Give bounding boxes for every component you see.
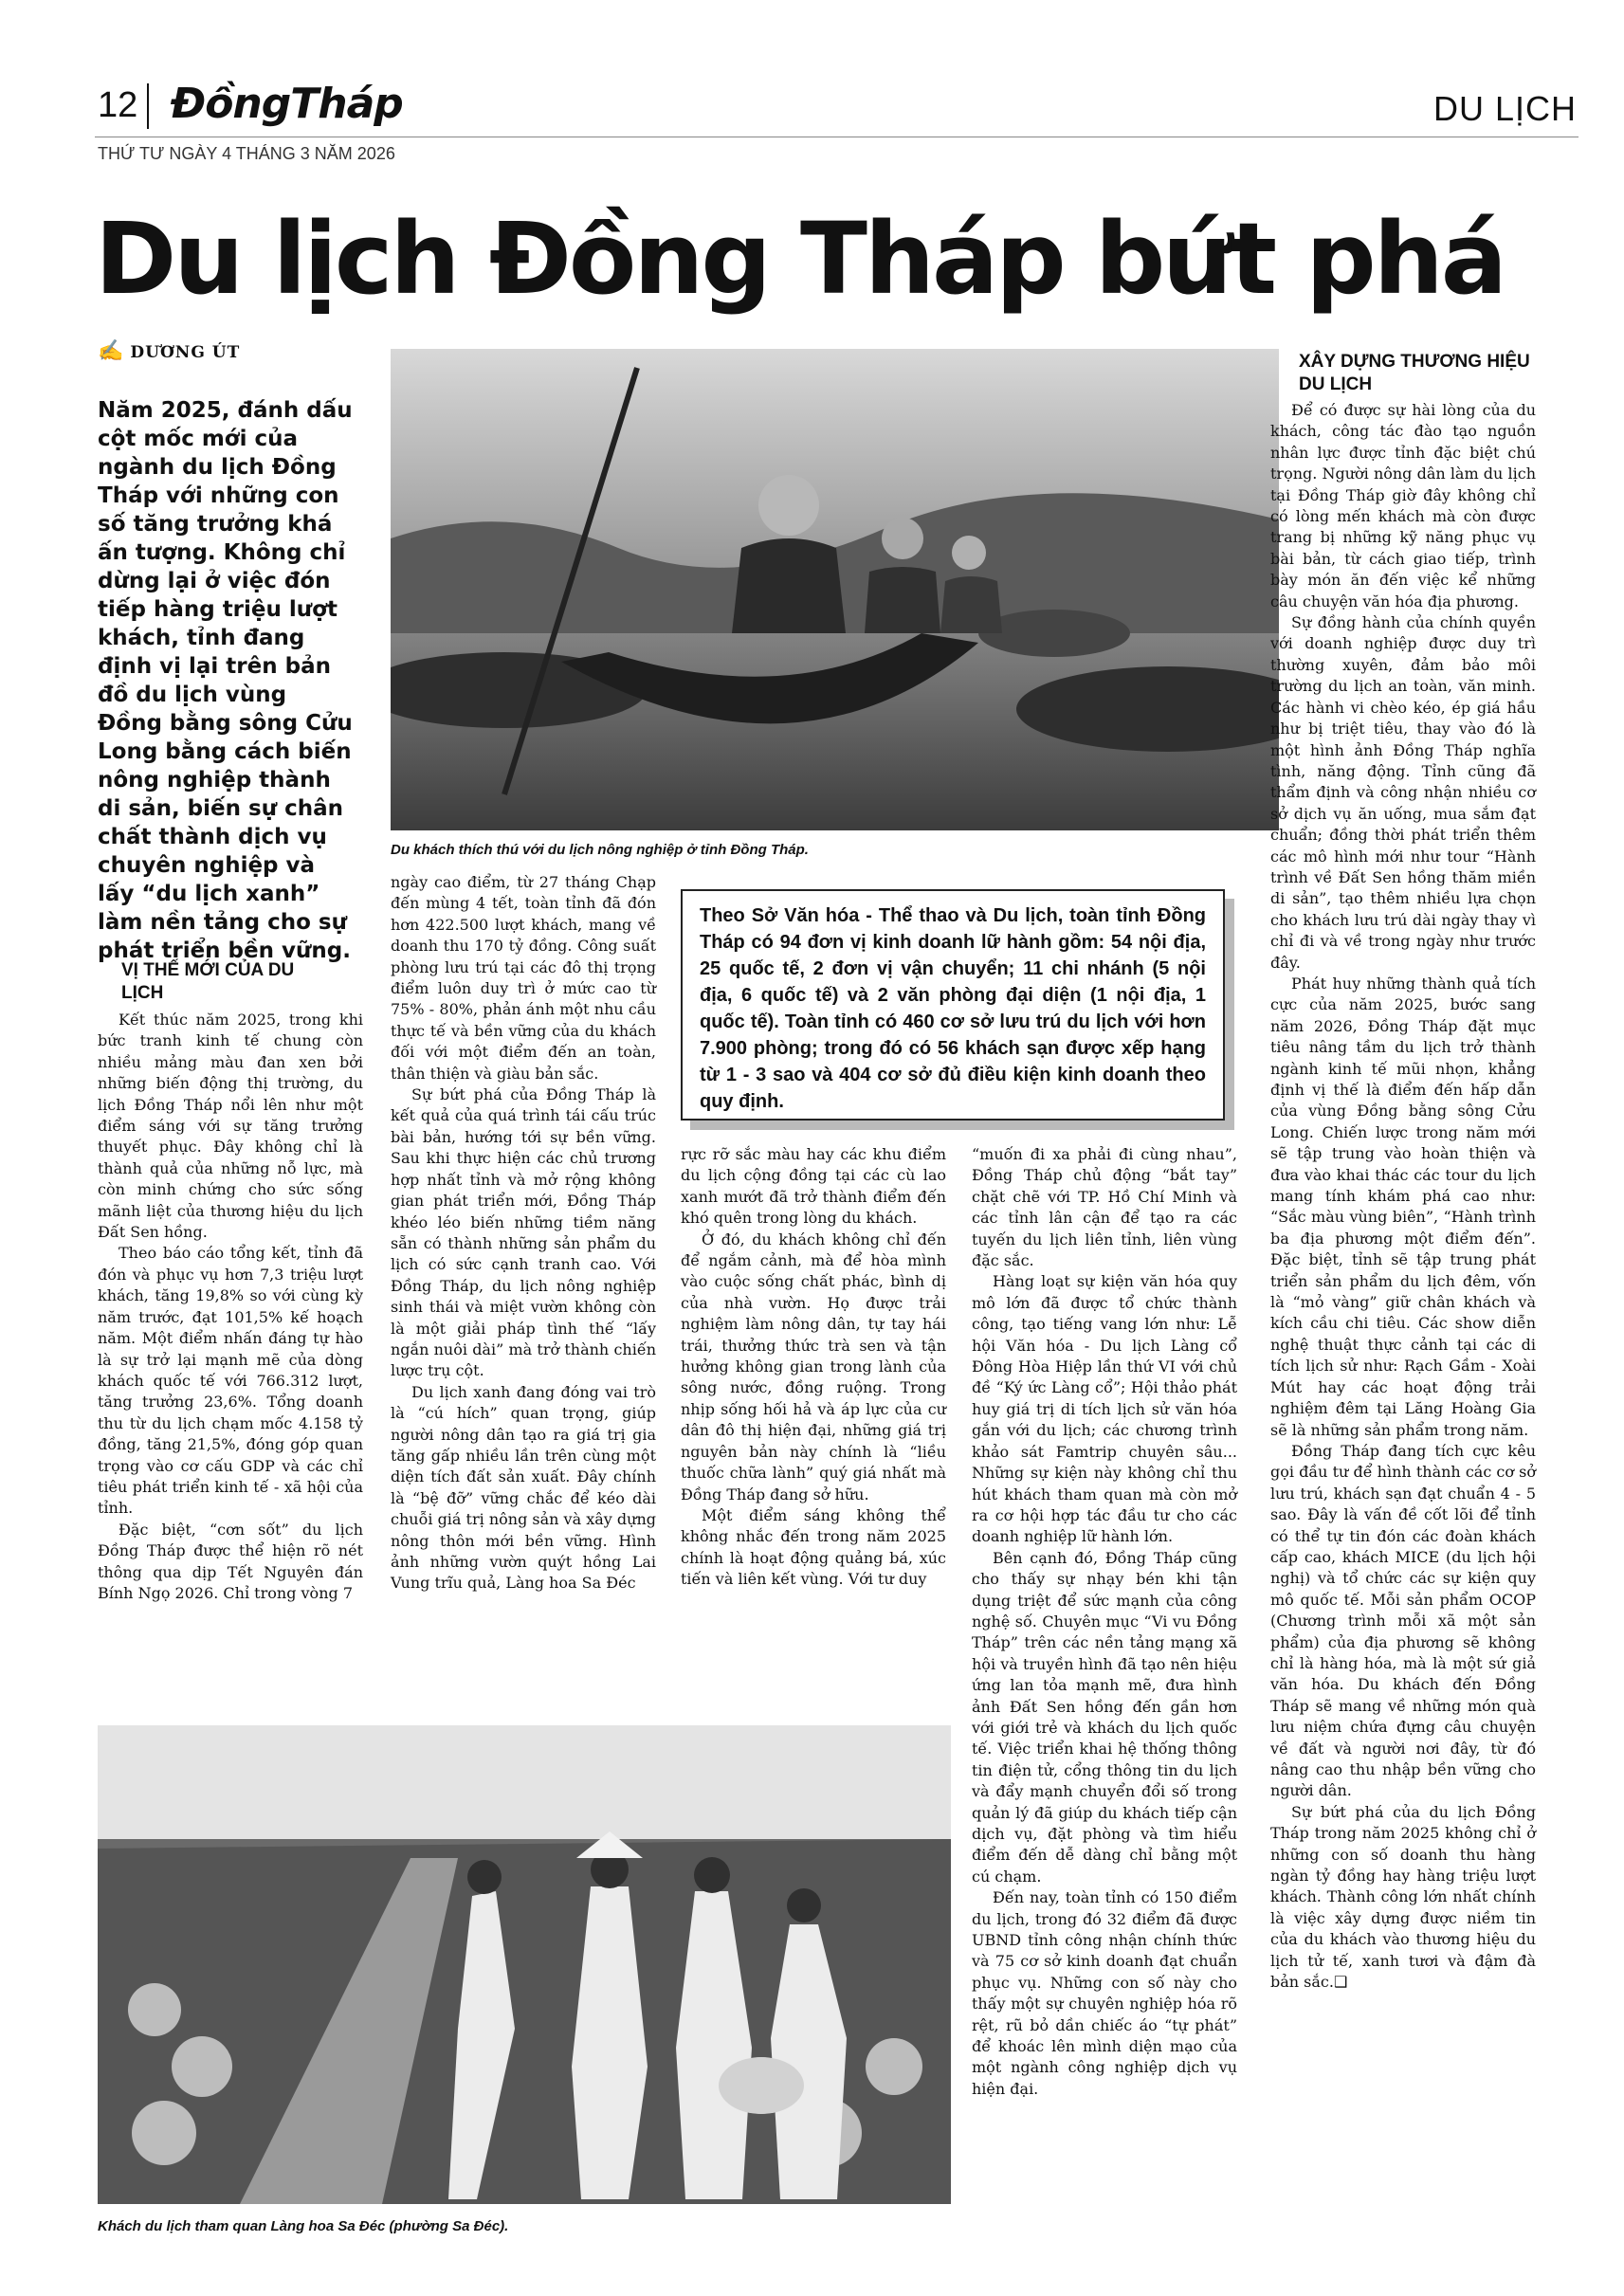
author-name: DƯƠNG ÚT [130, 343, 241, 362]
header-divider [147, 83, 149, 129]
paragraph: Đến nay, toàn tỉnh có 150 điểm du lịch, trong đó 32 điểm đã được UBND tỉnh công nhận chính thức và 75 cơ sở kinh doanh đạt chuẩn phục vụ. Những con số này cho thấy một sự chuyên nghiệp hóa rõ rệt, rũ bỏ dần chiếc áo “tự phát” để khoác lên mình diện mạo của một ngành công nghiệp dịch vụ hiện đại. [972, 1888, 1237, 2098]
paragraph: Ở đó, du khách không chỉ đến để ngắm cảnh, mà để hòa mình vào cuộc sống chất phác, bình dị của nhà vườn. Họ được trải nghiệm làm nông dân, tự tay hái trái, thưởng thức trà sen và tận hưởng không gian trong lành của sông nước, đồng ruộng. Trong nhịp sống hối hả và áp lực của cư dân đô thị hiện đại, những giá trị nguyên bản này chính là “liều thuốc chữa lành” quý giá nhất mà Đồng Tháp đang sở hữu. [681, 1230, 946, 1503]
paragraph: Theo báo cáo tổng kết, tỉnh đã đón và phục vụ hơn 7,3 triệu lượt khách, tăng 19,8% so với cùng kỳ năm trước, đạt 101,5% kế hoạch năm. Một điểm nhấn đáng tự hào là sự trở lại mạnh mẽ của dòng khách quốc tế với 766.312 lượt, tăng trưởng 23,6%. Tổng doanh thu từ du lịch chạm mốc 4.158 tỷ đồng, tăng 21,5%, đóng góp quan trọng vào cơ cấu GDP và các chỉ tiêu phát triển kinh tế - xã hội của tỉnh. [98, 1244, 363, 1518]
paragraph: Một điểm sáng không thể không nhắc đến trong năm 2025 chính là hoạt động quảng bá, xúc tiến và liên kết vùng. Với tư duy [681, 1505, 946, 1589]
boat-photo-illustration [391, 349, 1279, 830]
paragraph: Đồng Tháp đang tích cực kêu gọi đầu tư để hình thành các cơ sở lưu trú, khách sạn đạt chuẩn 4 - 5 sao. Đây là vấn đề cốt lõi để tỉnh có thể tự tin đón các đoàn khách cấp cao, khách MICE (du lịch hội nghị) và tổ chức các sự kiện quy mô quốc tế. Mỗi sản phẩm OCOP (Chương trình mỗi xã một sản phẩm) của địa phương sẽ không chỉ là hàng hóa, mà là một sứ giả văn hóa. Du khách đến Đồng Tháp sẽ mang về những món quà lưu niệm chứa đựng câu chuyện về đất và người nơi đây, từ đó nâng cao thu nhập bền vững cho người dân. [1270, 1441, 1536, 1800]
paragraph: Phát huy những thành quả tích cực của năm 2025, bước sang năm 2026, Đồng Tháp đặt mục tiêu nâng tầm du lịch trở thành ngành kinh tế mũi nhọn, khẳng định vị thế là điểm đến hấp dẫn của vùng Đồng bằng sông Cửu Long. Chiến lược trong năm mới sẽ tập trung vào hoàn thiện và đưa vào khai thác các tour du lịch mang tính khám phá cao như: “Sắc màu vùng biên”, “Hành trình ba địa phương một điểm đến”. Đặc biệt, tỉnh sẽ tập trung phát triển sản phẩm du lịch đêm, vốn là “mỏ vàng” giữ chân khách và kích cầu chi tiêu. Các show diễn nghệ thuật thực cảnh tại các di tích lịch sử như: Rạch Gầm - Xoài Mút hay các hoạt động trải nghiệm đêm tại Lăng Hoàng Gia sẽ là những sản phẩm trong năm. [1270, 974, 1536, 1439]
subhead-xay-dung: XÂY DỰNG THƯƠNG HIỆU DU LỊCH [1299, 352, 1530, 394]
photo-sa-dec-flower-village [98, 1725, 951, 2204]
paragraph: “muốn đi xa phải đi cùng nhau”, Đồng Tháp chủ động “bắt tay” chặt chẽ với TP. Hồ Chí Minh và các tỉnh lân cận để tạo ra các tuyến du lịch liên tỉnh, liên vùng đặc sắc. [972, 1145, 1237, 1270]
closing-paragraph: Sự bứt phá của du lịch Đồng Tháp trong năm 2025 không chỉ ở những con số doanh thu hàng ngàn tỷ đồng hay hàng triệu lượt khách. Thành công lớn nhất chính là việc xây dựng được niềm tin của du khách vào thương hiệu du lịch tử tế, xanh tươi và đậm đà bản sắc. [1270, 1802, 1536, 1992]
statistics-infobox [681, 889, 1225, 1121]
column-5 [1270, 400, 1536, 1993]
paragraph: rực rỡ sắc màu hay các khu điểm du lịch cộng đồng tại các cù lao xanh mướt đã trở thành điểm đến khó quên trong lòng du khách. [681, 1145, 946, 1228]
paragraph: Du lịch xanh đang đóng vai trò là “cú hích” quan trọng, giúp người nông dân tạo ra giá trị gia tăng gấp nhiều lần trên cùng một diện tích đất sản xuất. Đây chính là “bệ đỡ” vững chắc để kéo dài chuỗi giá trị nông sản và xây dựng nông thôn mới bền vững. Hình ảnh những vườn quýt hồng Lai Vung trĩu quả, Làng hoa Sa Đéc [391, 1382, 656, 1593]
photo-boat-tourists [391, 349, 1279, 830]
paragraph: Sự đồng hành của chính quyền với doanh nghiệp được duy trì thường xuyên, đảm bảo môi trường du lịch an toàn, văn minh. Các hành vi chèo kéo, ép giá hầu như bị triệt tiêu, thay vào đó là một hình ảnh Đồng Tháp nghĩa tình, năng động. Tỉnh cũng đã thẩm định và công nhận nhiều cơ sở dịch vụ ăn uống, mua sắm đạt chuẩn; đồng thời phát triển thêm các mô hình mới như tour “Hành trình về Đất Sen hồng thăm miền di sản”, tạo thêm nhiều lựa chọn cho khách lưu trú dài ngày thay vì chỉ đi và về trong ngày như trước đây. [1270, 613, 1536, 972]
paragraph: Bên cạnh đó, Đồng Tháp cũng cho thấy sự nhạy bén khi tận dụng triệt để sức mạnh của công nghệ số. Chuyên mục “Vi vu Đồng Tháp” trên các nền tảng mạng xã hội và truyền hình đã tạo nên hiệu ứng lan tỏa mạnh mẽ, đưa hình ảnh Đất Sen hồng đến gần hơn với giới trẻ và khách du lịch quốc tế. Việc triển khai hệ thống thông tin điện tử, cổng thông tin du lịch và đẩy mạnh chuyển đổi số trong quản lý đã giúp du khách tiếp cận dịch vụ, đặt phòng và tìm hiểu điểm đến dễ dàng chỉ bằng một cú chạm. [972, 1548, 1237, 1886]
paragraph: Hàng loạt sự kiện văn hóa quy mô lớn đã được tổ chức thành công, tạo tiếng vang lớn như: Lễ hội Văn hóa - Du lịch Làng cổ Đông Hòa Hiệp lần thứ VI với chủ đề “Ký ức Làng cổ”; Hội thảo phát huy giá trị di tích lịch sử văn hóa gắn với du lịch; các chương trình khảo sát Famtrip chuyên sâu... Những sự kiện này không chỉ thu hút khách tham quan mà còn mở ra cơ hội hợp tác đầu tư cho các doanh nghiệp lữ hành lớn. [972, 1272, 1237, 1546]
newspaper-logo: ĐồngTháp [171, 80, 403, 128]
column-4 [972, 1144, 1237, 2100]
photo2-caption: Khách du lịch tham quan Làng hoa Sa Đéc (phường Sa Đéc). [98, 2218, 509, 2234]
section-title: DU LỊCH [1432, 89, 1577, 128]
flower-village-photo-illustration [98, 1725, 951, 2204]
column-1 [98, 1010, 363, 1604]
paragraph: ngày cao điểm, từ 27 tháng Chạp đến mùng 4 tết, toàn tỉnh đã đón hơn 422.500 lượt khách, mang về doanh thu 170 tỷ đồng. Công suất phòng lưu trú tại các đô thị trọng điểm luôn duy trì ở mức cao từ 75% - 80%, phản ánh một nhu cầu thực tế và bền vững của du khách đối với một điểm đến an toàn, thân thiện và giàu bản sắc. [391, 873, 656, 1083]
paragraph: Sự bứt phá của Đồng Tháp là kết quả của quá trình tái cấu trúc bài bản, hướng tới sự bền vững. Sau khi thực hiện các chủ trương hợp nhất tỉnh và mở rộng không gian phát triển mới, Đồng Tháp khéo léo biến những tiềm năng sẵn có thành những sản phẩm du lịch có sức cạnh tranh cao. Với Đồng Tháp, du lịch nông nghiệp sinh thái và miệt vườn không còn là một giải pháp tình thế “lấy ngắn nuôi dài” mà trở thành chiến lược trụ cột. [391, 1085, 656, 1380]
subhead-vi-the-moi: VỊ THẾ MỚI CỦA DU LỊCH [121, 960, 295, 1003]
issue-date: THỨ TƯ NGÀY 4 THÁNG 3 NĂM 2026 [98, 144, 395, 163]
column-3 [681, 1144, 946, 1591]
infobox-text: Theo Sở Văn hóa - Thể thao và Du lịch, toàn tỉnh Đồng Tháp có 94 đơn vị kinh doanh lữ hành gồm: 54 nội địa, 25 quốc tế, 2 đơn vị vận chuyển; 11 chi nhánh (5 nội địa, 6 quốc tế) và 2 văn phòng đại diện (1 nội địa, 1 quốc tế). Toàn tỉnh có 460 cơ sở lưu trú du lịch với hơn 7.900 phòng; trong đó có 56 khách sạn được xếp hạng từ 1 - 3 sao và 404 cơ sở đủ điều kiện kinh doanh theo quy định. [700, 905, 1206, 1112]
page-number: 12 [98, 85, 138, 125]
pen-icon: ✍ [98, 338, 125, 363]
lead-paragraph: Năm 2025, đánh dấu cột mốc mới của ngành du lịch Đồng Tháp với những con số tăng trưởng khá ấn tượng. Không chỉ dừng lại ở việc đón tiếp hàng triệu lượt khách, tỉnh đang định vị lại trên bản đồ du lịch vùng Đồng bằng sông Cửu Long bằng cách biến nông nghiệp thành di sản, biến sự chân chất thành dịch vụ chuyên nghiệp và lấy “du lịch xanh” làm nền tảng cho sự phát triển bền vững. [98, 398, 353, 963]
end-mark-icon: ❑ [1333, 1973, 1348, 1992]
paragraph [1270, 1802, 1536, 1994]
paragraph: Để có được sự hài lòng của du khách, công tác đào tạo nguồn nhân lực được tỉnh đặc biệt chú trọng. Người nông dân làm du lịch tại Đồng Tháp giờ đây không chỉ có lòng mến khách mà còn được trang bị những kỹ năng phục vụ bài bản, từ cách giao tiếp, trình bày món ăn đến việc kể những câu chuyện văn hóa địa phương. [1270, 401, 1536, 610]
byline [98, 338, 240, 363]
headline: Du lịch Đồng Tháp bứt phá [95, 201, 1505, 317]
column-2 [391, 872, 656, 1594]
photo1-caption: Du khách thích thú với du lịch nông nghiệp ở tỉnh Đồng Tháp. [391, 842, 809, 858]
paragraph: Đặc biệt, “cơn sốt” du lịch Đồng Tháp được thể hiện rõ nét thông qua dịp Tết Nguyên đán Bính Ngọ 2026. Chỉ trong vòng 7 [98, 1520, 363, 1602]
paragraph: Kết thúc năm 2025, trong khi bức tranh kinh tế chung còn nhiều mảng màu đan xen bởi những biến động thị trường, du lịch Đồng Tháp nổi lên như một điểm sáng với sự tăng trưởng thuyết phục. Đây không chỉ là thành quả của những nỗ lực, mà còn minh chứng cho sức sống mãnh liệt của thương hiệu du lịch Đất Sen hồng. [98, 1011, 363, 1242]
